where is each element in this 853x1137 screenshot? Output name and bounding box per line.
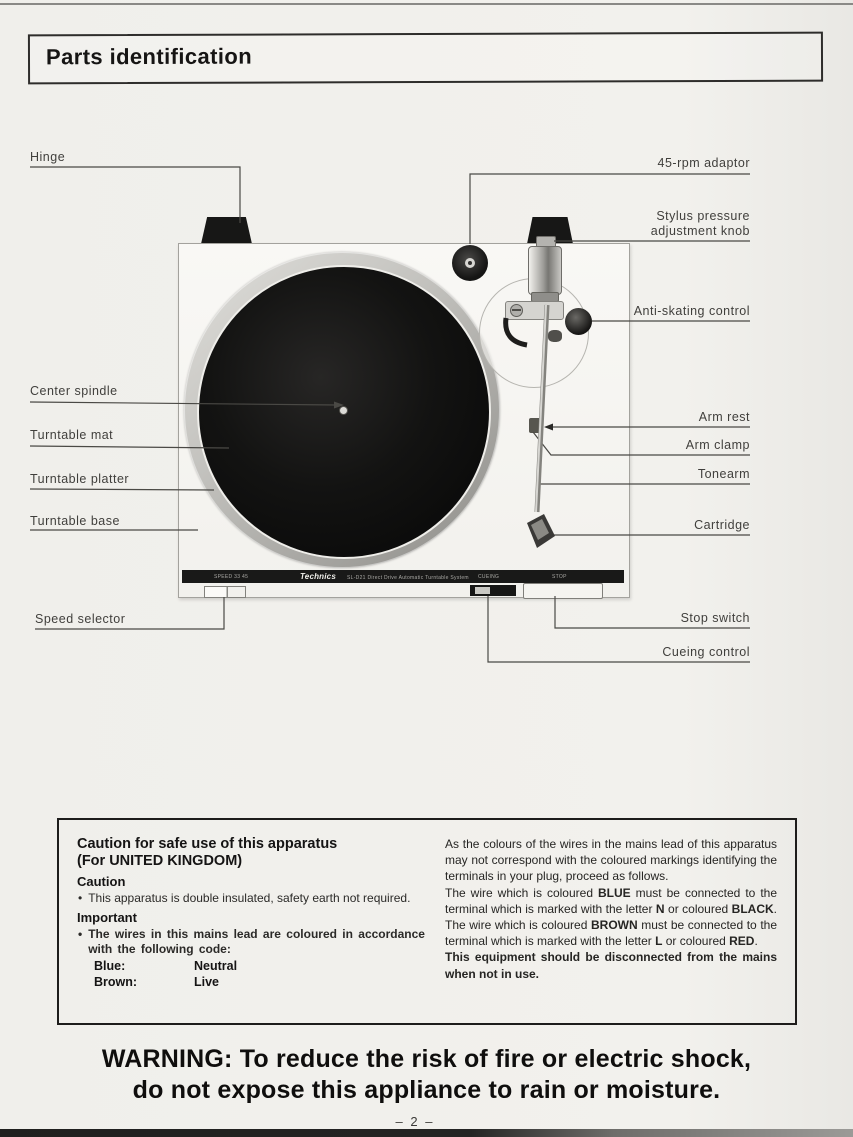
cueing-control-lever [470,585,516,596]
label-turntable-base: Turntable base [30,514,120,528]
caution-left-column [77,836,429,990]
label-arm-clamp: Arm clamp [685,438,750,452]
warning-line-1: WARNING: To reduce the risk of fire or electric shock, [101,1045,752,1073]
caution-subheading: Caution [77,874,126,889]
cueing-lever-knob [475,587,490,594]
caution-paragraph-2: The wire which is coloured BLUE must be connected to the terminal which is marked with the letter N or coloured BLACK. The wire which is coloured BROWN must be connected to the terminal which is marked with the letter L or coloured RED. [445,885,778,949]
label-45rpm-adaptor: 45-rpm adaptor [657,156,750,170]
label-tonearm: Tonearm [697,467,750,481]
label-cueing-control: Cueing control [662,645,750,659]
caution-bullet [77,891,429,906]
panel-stop-marking: STOP [552,574,567,580]
uk-caution-box [57,818,797,1025]
caution-bullet-text: • This apparatus is double insulated, safety earth not required. [88,891,411,905]
caution-heading-line1: Caution for safe use of this apparatus [77,836,338,852]
45rpm-adaptor-center [468,261,472,265]
label-anti-skating: Anti-skating control [633,304,750,318]
label-stylus-pressure-1: Stylus pressure [656,209,750,223]
wire-colour: Blue: [94,959,126,973]
caution-paragraph-3: This equipment should be disconnected from the mains when not in use. [445,950,777,981]
center-spindle [339,406,348,415]
hinge-left-icon [201,217,252,244]
caution-paragraph-1: As the colours of the wires in the mains lead of this apparatus may not correspond with the coloured markings identifying the terminals in your plug, proceed as follows. [445,837,777,884]
anti-skating-knob [565,308,592,335]
panel-cueing-marking: CUEING [478,574,500,580]
arm-lifter [548,330,562,342]
label-center-spindle: Center spindle [30,384,118,398]
model-text: SL-D21 Direct Drive Automatic Turntable System [347,575,469,581]
arm-rest [529,418,541,433]
label-stylus-pressure-2: adjustment knob [650,224,750,238]
caution-heading-line2: (For UNITED KINGDOM) [77,853,243,869]
wire-colour: Brown: [94,975,138,989]
gimbal-screw-slot [512,309,521,311]
label-hinge: Hinge [30,150,66,164]
scan-edge-bottom [0,1129,853,1137]
brand-logo: Technics [300,572,336,581]
warning-text [0,1044,853,1106]
label-arm-rest: Arm rest [698,410,750,424]
wire-code-row [94,958,429,974]
wire-meaning: Live [194,975,220,989]
wire-meaning: Neutral [194,959,238,973]
label-turntable-platter: Turntable platter [30,472,130,486]
caution-right-column [445,836,777,982]
important-subheading: Important [77,910,137,925]
section-title-box [28,32,823,85]
important-bullet [77,927,429,957]
wire-code-row [94,974,429,990]
important-bullet-text: • The wires in this mains lead are coloured in accordance with the following code: [88,927,425,956]
stop-switch [523,583,603,599]
warning-line-2: do not expose this appliance to rain or moisture. [132,1076,721,1104]
label-cartridge: Cartridge [694,518,750,532]
label-turntable-mat: Turntable mat [30,428,114,442]
speed-selector-switch [204,586,246,598]
page-number: – 2 – [395,1114,435,1129]
scan-edge-top [0,3,853,5]
label-stop-switch: Stop switch [680,611,750,625]
stylus-pressure-knob [528,246,562,295]
label-speed-selector: Speed selector [35,612,126,626]
page-title: Parts identification [45,43,253,70]
panel-speed-marking: SPEED 33 45 [214,574,249,580]
callout-line-hinge [30,167,240,223]
